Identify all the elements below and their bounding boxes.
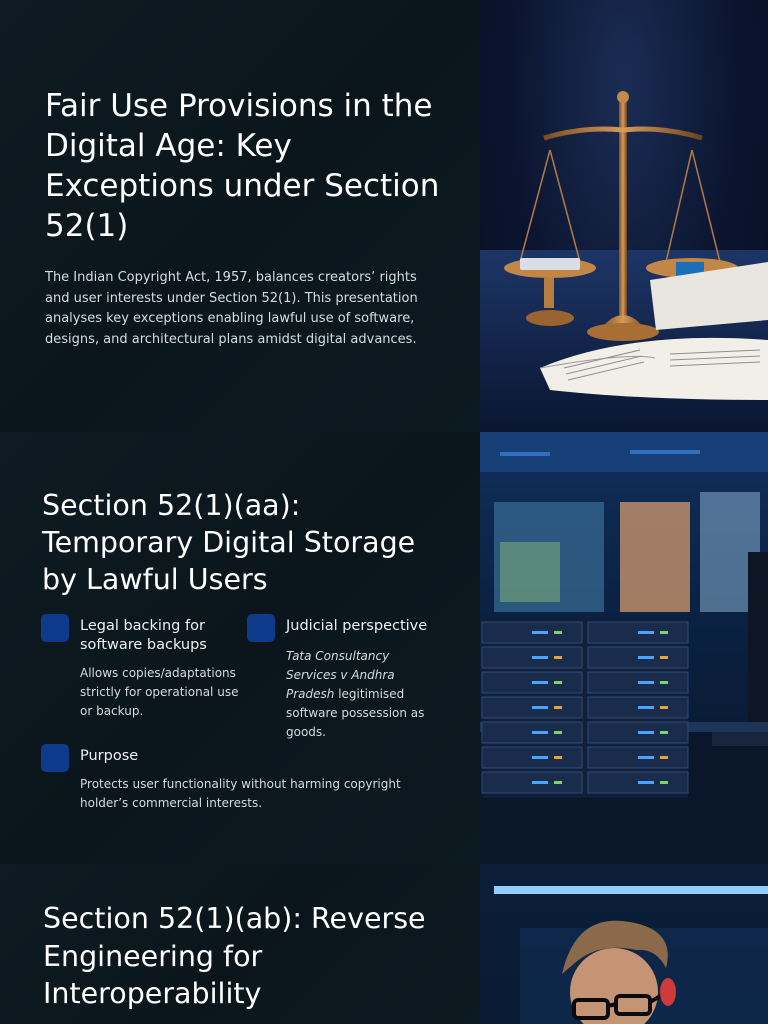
feature-body: Protects user functionality without harming copyright holder’s commercial interests. xyxy=(80,777,401,810)
feature-body-text: legitimised software possession as goods. xyxy=(286,687,425,739)
scales-of-justice-icon xyxy=(480,0,768,432)
slide-text-panel xyxy=(0,0,480,432)
feature-badge-icon xyxy=(41,744,69,772)
server-led xyxy=(554,706,562,709)
server-led xyxy=(532,781,548,784)
server-led xyxy=(660,631,668,634)
server-led xyxy=(660,756,668,759)
slide-intro xyxy=(0,0,768,432)
server-led xyxy=(638,781,654,784)
server-led xyxy=(532,631,548,634)
slide-title: Section 52(1)(aa): Temporary Digital Storage by Lawful Users xyxy=(42,489,416,596)
server-led xyxy=(638,756,654,759)
case-citation: Tata Consultancy Services v Andhra Pradesh xyxy=(286,649,395,701)
server-led xyxy=(554,756,562,759)
slide-temporary-storage xyxy=(0,432,768,864)
server-led xyxy=(532,731,548,734)
slide-title: Section 52(1)(ab): Reverse Engineering for Interoperability xyxy=(43,902,426,1010)
server-led xyxy=(554,731,562,734)
feature-badge-icon xyxy=(247,614,275,642)
feature-badge-icon xyxy=(41,614,69,642)
feature-body: Allows copies/adaptations strictly for operational use or backup. xyxy=(80,666,239,718)
server-led xyxy=(554,681,562,684)
server-led xyxy=(660,731,668,734)
feature-title: Purpose xyxy=(80,748,139,764)
feature-title: Judicial perspective xyxy=(286,618,428,634)
feature-body xyxy=(286,647,436,742)
server-led xyxy=(532,706,548,709)
server-led xyxy=(554,781,562,784)
server-led xyxy=(554,656,562,659)
server-led xyxy=(660,656,668,659)
server-led xyxy=(532,681,548,684)
developer-portrait-icon xyxy=(480,864,768,1024)
server-led xyxy=(638,631,654,634)
server-room-image xyxy=(480,432,768,864)
slide-description: The Indian Copyright Act, 1957, balances creators’ rights and user interests under Section 52(1). This presentation analyses key exceptions enabling lawful use of software, designs, and architectural plans amidst digital advances. xyxy=(45,270,418,347)
server-rack-icon xyxy=(480,432,768,864)
slide-reverse-engineering xyxy=(0,864,768,1024)
slide-text-panel xyxy=(0,432,480,864)
server-led xyxy=(532,656,548,659)
server-led xyxy=(660,681,668,684)
server-led xyxy=(660,706,668,709)
slide-title: Fair Use Provisions in the Digital Age: Key Exceptions under Section 52(1) xyxy=(45,88,440,244)
server-led xyxy=(660,781,668,784)
server-led xyxy=(638,681,654,684)
slide-text-panel xyxy=(0,864,480,1024)
server-led xyxy=(638,706,654,709)
server-led xyxy=(638,731,654,734)
feature-title: Legal backing for software backups xyxy=(80,618,207,653)
scales-of-justice-image xyxy=(480,0,768,432)
server-led xyxy=(554,631,562,634)
developer-image xyxy=(480,864,768,1024)
server-led xyxy=(532,756,548,759)
server-led xyxy=(638,656,654,659)
